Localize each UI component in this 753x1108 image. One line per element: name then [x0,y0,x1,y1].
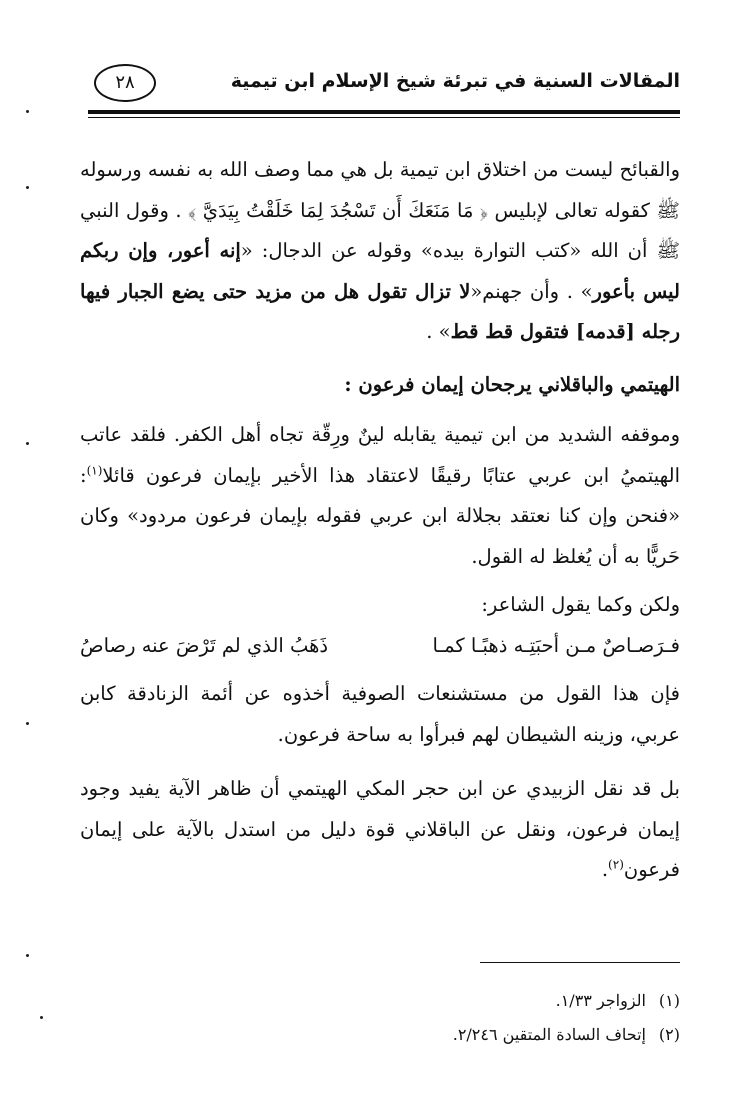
paragraph-3: ولكن وكما يقول الشاعر: [481,593,680,616]
footnote-separator [480,962,680,963]
footnotes [380,984,680,1052]
scan-dot [26,442,29,445]
paragraph-2 [80,415,680,577]
running-title: المقالات السنية في تبرئة شيخ الإسلام ابن تيمية [230,70,680,92]
footnote-ref-2[interactable]: (٢) [608,857,624,872]
scan-dot [26,186,29,189]
footnote-1 [380,984,680,1018]
header-rule-thick [88,110,680,114]
verse-first-hemistich: فـرَصـاصٌ مـن أحبَتِـه ذهبًـا كمـا [432,633,680,657]
paragraph-1 [80,150,680,353]
footnote-2 [380,1018,680,1052]
footnote-1-text: الزواجر ١/٣٣. [555,991,646,1010]
paragraph-5 [80,769,680,891]
page-header [88,62,680,106]
p1-text-a: والقبائح ليست من اختلاق ابن تيمية بل هي مما وصف الله به نفسه ورسوله ﷺ كقوله تعالى لإبليس ﴿ مَا مَنَعَكَ أَن تَسْجُدَ لِمَا خَلَقْتُ بِيَدَيَّ ﴾ . وقول النبي ﷺ أن الله «كتب التوارة بيده» وقوله عن الدجال: « [80,158,681,262]
footnote-2-number: (٢) [658,1025,680,1044]
p5-text-a: بل قد نقل الزبيدي عن ابن حجر المكي الهيتمي أن ظاهر الآية يفيد وجود إيمان فرعون، ونقل عن الباقلاني قوة دليل من استدل بالآية على إيمان فرعون [80,777,680,881]
p5-text-b: . [601,858,609,881]
p1-hadith-dajjal: إنه أعور، وإن ربكم ليس بأعور [80,239,681,303]
verse-second-hemistich: ذَهَبُ الذي لم تَرْضَ عنه رصاصُ [80,633,329,657]
p1-text-e: » . [426,320,451,343]
scan-dot [26,722,29,725]
p2-text-b: : «فنحن وإن كنا نعتقد بجلالة ابن عربي فقوله بإيمان فرعون مردود» وكان حَريًّا به أن يُغلظ له القول. [80,463,680,568]
body-text [80,150,680,891]
p1-text-c: » . وأن جهنم« [470,279,593,303]
header-rule-thin [88,117,680,118]
scan-dot [26,110,29,113]
p1-hadith-jahannam: لا تزال تقول هل من مزيد حتى يضع الجبار فيها رجله [قدمه] فتقول قط قط [80,279,680,343]
p2-text-a: وموقفه الشديد من ابن تيمية يقابله لينٌ ورِقّة تجاه أهل الكفر. فلقد عاتب الهيتميُ ابن عربي عتابًا رقيقًا لاعتقاد هذا الأخير بإيمان فرعون قائلا [80,423,680,487]
footnote-1-number: (١) [658,991,680,1010]
section-heading: الهيتمي والباقلاني يرجحان إيمان فرعون : [344,372,680,396]
scan-dot [40,1016,43,1019]
page-number: ٢٨ [94,64,156,102]
footnote-ref-1[interactable]: (١) [86,463,103,477]
scan-dot [26,954,29,957]
footnote-2-text: إتحاف السادة المتقين ٢/٢٤٦. [452,1025,646,1044]
paragraph-4: فإن هذا القول من مستشنعات الصوفية أخذوه عن أئمة الزنادقة كابن عربي، وزينه الشيطان لهم فبرأوا به ساحة فرعون. [80,682,680,746]
poetry-verse [80,626,680,667]
